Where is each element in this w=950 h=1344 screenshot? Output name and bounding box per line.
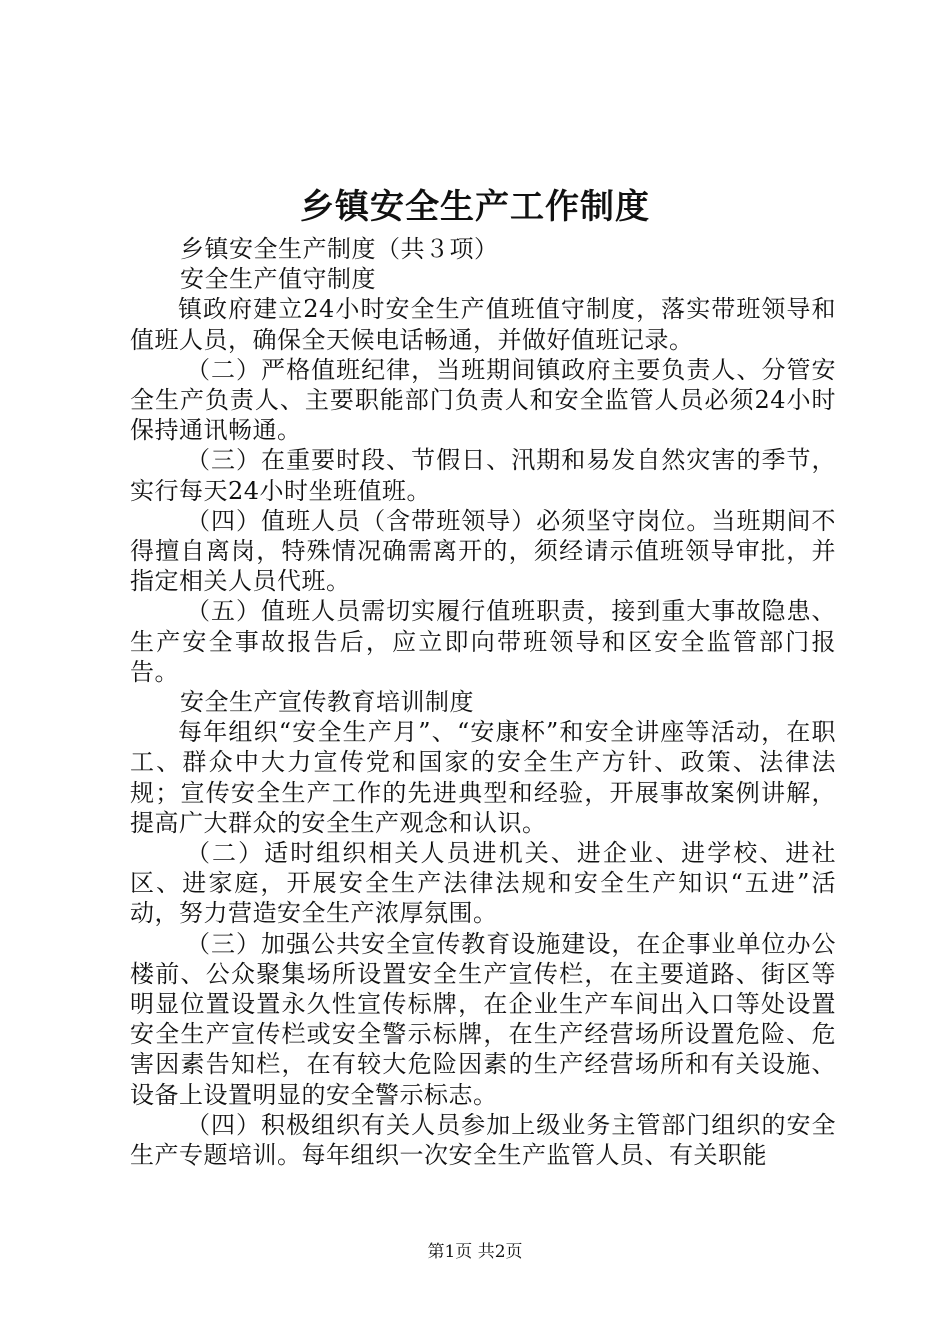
paragraph: 镇政府建立24小时安全生产值班值守制度，落实带班领导和值班人员，确保全天候电话畅通，并做好值班记录。 <box>130 295 836 354</box>
section-heading-duty: 安全生产值守制度 <box>180 265 376 294</box>
document-title: 乡镇安全生产工作制度 <box>300 187 650 227</box>
paragraph: 每年组织“安全生产月”、“安康杯”和安全讲座等活动，在职工、群众中大力宣传党和国家的安全生产方针、政策、法律法规；宣传安全生产工作的先进典型和经验，开展事故案例讲解，提高广大群众的安全生产观念和认识。 <box>130 718 836 837</box>
page-footer: 第1页 共2页 <box>427 1242 523 1262</box>
paragraph: （三）加强公共安全宣传教育设施建设，在企事业单位办公楼前、公众聚集场所设置安全生产宣传栏，在主要道路、街区等明显位置设置永久性宣传标牌，在企业生产车间出入口等处设置安全生产宣传栏或安全警示标牌，在生产经营场所设置危险、危害因素告知栏，在有较大危险因素的生产经营场所和有关设施、设备上设置明显的安全警示标志。 <box>130 929 836 1109</box>
paragraph: （二）严格值班纪律，当班期间镇政府主要负责人、分管安全生产负责人、主要职能部门负责人和安全监管人员必须24小时保持通讯畅通。 <box>130 355 836 445</box>
section-heading-training: 安全生产宣传教育培训制度 <box>180 688 474 717</box>
paragraph: （三）在重要时段、节假日、汛期和易发自然灾害的季节，实行每天24小时坐班值班。 <box>130 446 836 505</box>
paragraph: （二）适时组织相关人员进机关、进企业、进学校、进社区、进家庭，开展安全生产法律法规和安全生产知识“五进”活动，努力营造安全生产浓厚氛围。 <box>130 839 836 928</box>
paragraph: （五）值班人员需切实履行值班职责，接到重大事故隐患、生产安全事故报告后，应立即向带班领导和区安全监管部门报告。 <box>130 597 836 686</box>
paragraph: （四）值班人员（含带班领导）必须坚守岗位。当班期间不得擅自离岗，特殊情况确需离开的，须经请示值班领导审批，并指定相关人员代班。 <box>130 506 836 596</box>
paragraph: （四）积极组织有关人员参加上级业务主管部门组织的安全生产专题培训。每年组织一次安全生产监管人员、有关职能 <box>130 1110 836 1170</box>
document-body <box>130 234 836 1170</box>
paragraph-heading-summary: 乡镇安全生产制度（共３项） <box>180 235 499 263</box>
